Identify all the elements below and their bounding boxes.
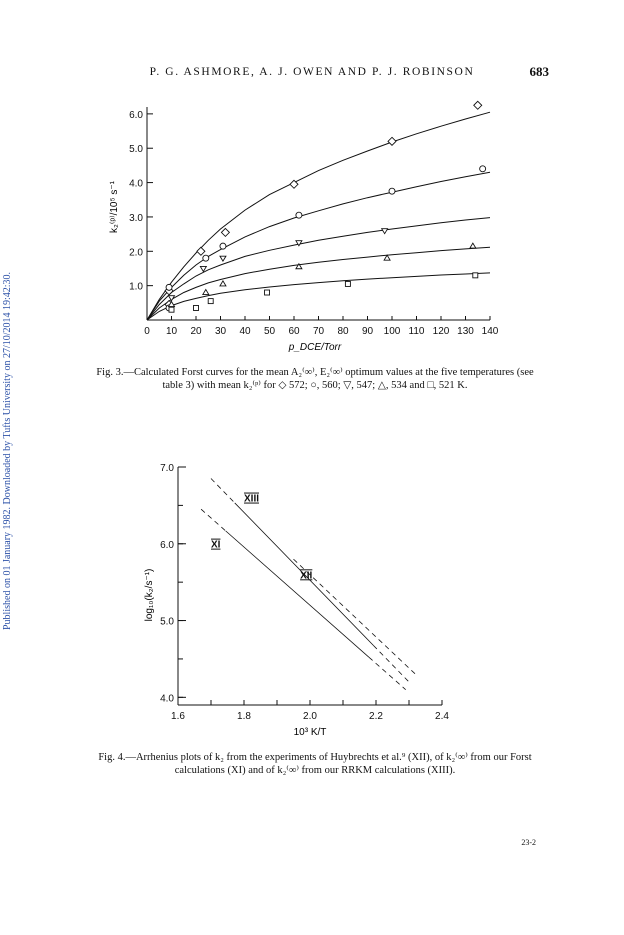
- fig3-x-tick-label: 100: [383, 326, 401, 337]
- fig3-point-circle: [203, 255, 209, 261]
- fig3-point-square: [265, 290, 270, 295]
- fig3-point-triangle-up: [203, 290, 209, 295]
- fig3-y-tick-label: 2.0: [129, 247, 143, 259]
- fig3-caption-line1: Fig. 3.—Calculated Forst curves for the mean A₂⁽∞⁾, E₂⁽∞⁾ optimum values at the five temperatures (see: [96, 367, 534, 378]
- fig3-caption-line2: table 3) with mean k₂⁽ᵖ⁾ for ◇ 572; ○, 560; ▽, 547; △, 534 and □, 521 K.: [162, 380, 468, 391]
- fig3-x-tick-label: 120: [432, 326, 450, 337]
- fig3-point-diamond: [197, 247, 205, 255]
- fig3-y-tick-label: 3.0: [129, 212, 143, 224]
- fig3-point-diamond: [388, 137, 396, 145]
- fig3-y-tick-label: 4.0: [129, 178, 143, 190]
- fig3-points: [165, 101, 486, 312]
- fig4-line-XI-start: [201, 509, 226, 531]
- download-notice[interactable]: Published on 01 January 1982. Downloaded by Tufts University on 27/10/2014 19:42:30.: [2, 271, 13, 630]
- fig4-label-XIII: XIII: [244, 493, 260, 505]
- fig3-x-tick-label: 130: [457, 326, 474, 337]
- fig3-point-diamond: [474, 101, 482, 109]
- fig3-point-circle: [166, 284, 172, 290]
- fig3-point-circle: [389, 188, 395, 194]
- fig4-label-XII: XII: [300, 570, 313, 582]
- fig3-x-tick-label: 0: [144, 326, 150, 337]
- fig4-label-XI: XI: [211, 539, 221, 551]
- fig3-curve-triangle-down: [147, 218, 490, 320]
- fig3-x-tick-label: 140: [481, 326, 499, 337]
- fig4-y-tick-label: 7.0: [160, 463, 174, 474]
- fig4-x-tick-label: 1.8: [237, 711, 251, 722]
- fig3-x-tick-label: 10: [165, 326, 178, 337]
- fig3-x-tick-label: 80: [337, 326, 349, 337]
- fig4-x-tick-label: 2.2: [369, 711, 383, 722]
- fig3-x-tick-label: 40: [239, 326, 251, 337]
- fig3-axes: [129, 107, 499, 337]
- fig3-point-triangle-up: [220, 281, 226, 286]
- fig3-y-tick-label: 6.0: [129, 109, 143, 121]
- fig4-annotations: [211, 494, 313, 582]
- fig4-chart: [110, 455, 460, 740]
- fig3-chart: [95, 95, 515, 360]
- fig4-y-tick-label: 4.0: [160, 693, 174, 705]
- fig4-x-tick-label: 2.0: [303, 711, 317, 722]
- fig3-curve-diamond: [147, 112, 490, 320]
- fig3-point-circle: [220, 243, 226, 249]
- fig4-y-tick-label: 5.0: [160, 616, 174, 628]
- fig3-x-tick-label: 60: [288, 326, 300, 337]
- fig3-x-tick-label: 20: [190, 326, 202, 337]
- fig3-x-tick-label: 50: [263, 326, 276, 337]
- footer-code: 23-2: [521, 838, 536, 847]
- fig4-lines: [201, 479, 416, 690]
- fig3-point-square: [169, 307, 174, 312]
- fig3-y-tick-label: 1.0: [129, 281, 143, 293]
- fig3-x-axis-label: p_DCE/Torr: [288, 342, 342, 353]
- fig3-point-circle: [480, 166, 486, 172]
- fig3-point-triangle-up: [470, 243, 476, 248]
- fig3-caption: [50, 366, 580, 392]
- fig4-line-XI-mid: [226, 531, 369, 657]
- fig3-point-square: [208, 299, 213, 304]
- fig4-y-axis-label: log₁₀(k₂/s⁻¹): [144, 568, 155, 622]
- fig3-point-triangle-down: [382, 229, 388, 234]
- fig3-x-tick-label: 30: [214, 326, 227, 337]
- fig4-y-tick-label: 6.0: [160, 539, 174, 551]
- fig4-caption-line1: Fig. 4.—Arrhenius plots of k₂ from the experiments of Huybrechts et al.⁹ (XII), of k₂⁽∞⁾ from our Forst: [98, 752, 532, 763]
- fig4-axes: [160, 463, 449, 722]
- fig3-y-tick-label: 5.0: [129, 144, 143, 156]
- fig3-point-square: [473, 273, 478, 278]
- fig3-x-tick-label: 90: [361, 326, 374, 337]
- fig3-point-square: [345, 281, 350, 286]
- fig3-point-triangle-up: [384, 255, 390, 260]
- fig3-point-triangle-down: [220, 256, 226, 261]
- fig3-x-tick-label: 110: [408, 326, 425, 337]
- fig4-caption: [50, 751, 580, 777]
- fig3-point-square: [194, 305, 199, 310]
- fig3-point-diamond: [221, 228, 229, 236]
- fig3-x-tick-label: 70: [312, 326, 325, 337]
- fig4-x-tick-label: 1.6: [171, 711, 185, 722]
- fig4-x-tick-label: 2.4: [435, 711, 449, 722]
- fig3-y-axis-label: k₂⁽ᵖ⁾/10⁵ s⁻¹: [109, 180, 120, 234]
- fig3-curves: [147, 112, 490, 320]
- fig4-x-axis-label: 10³ K/T: [293, 727, 327, 738]
- page-number: 683: [529, 64, 549, 79]
- fig4-line-XIII-start: [211, 479, 235, 503]
- fig3-point-circle: [296, 212, 302, 218]
- fig3-curve-square: [147, 273, 490, 320]
- running-title: P. G. ASHMORE, A. J. OWEN AND P. J. ROBINSON: [149, 66, 475, 78]
- fig4-caption-line2: calculations (XI) and of k₂⁽∞⁾ from our RRKM calculations (XIII).: [174, 765, 456, 776]
